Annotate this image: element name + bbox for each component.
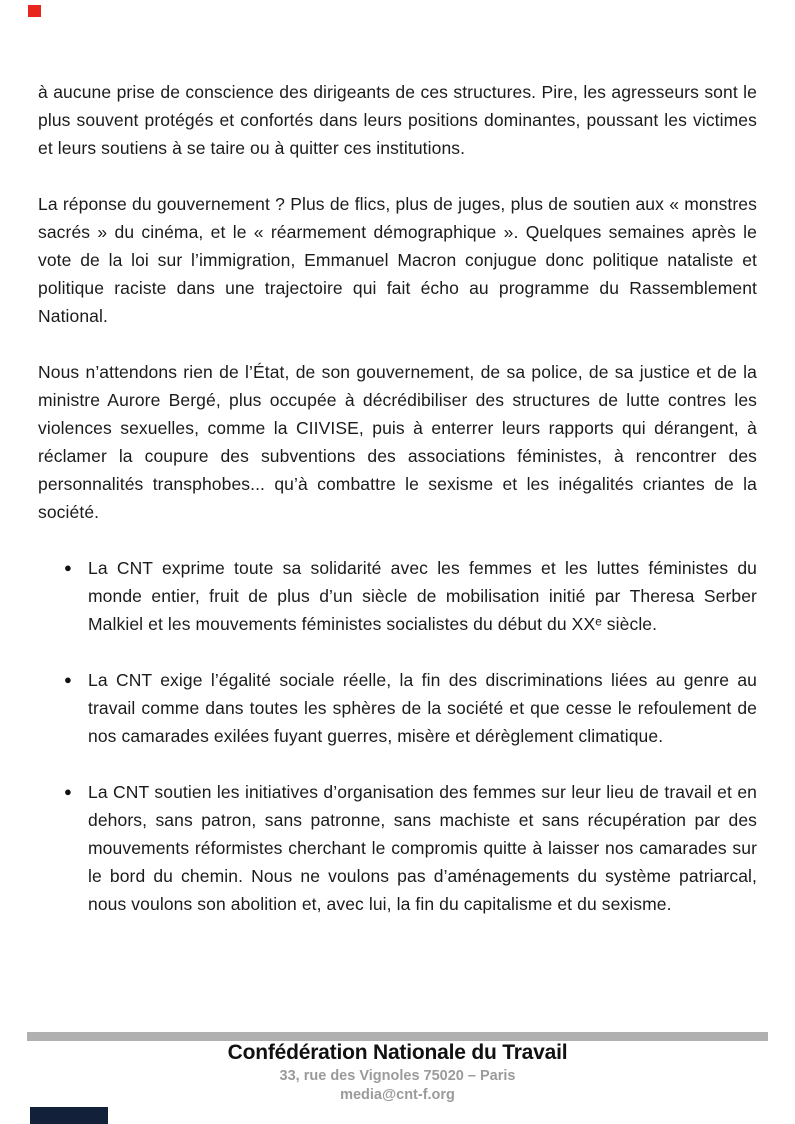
footer-org-name: Confédération Nationale du Travail bbox=[227, 1041, 568, 1064]
bullet-icon: ● bbox=[64, 672, 72, 687]
document-body bbox=[38, 78, 757, 946]
bullet-list bbox=[38, 554, 757, 918]
bullet-icon: ● bbox=[64, 560, 72, 575]
paragraph: Nous n’attendons rien de l’État, de son gouvernement, de sa police, de sa justice et de la ministre Aurore Bergé, plus occupée à décrédibiliser des structures de lutte contres les violences sexuelles, comme la CIIVISE, puis à enterrer leurs rapports qui dérangent, à réclamer la coupure des subventions des associations féministes, à rencontrer des personnalités transphobes... qu’à combattre le sexisme et les inégalités criantes de la société. bbox=[38, 362, 757, 522]
bullet-icon: ● bbox=[64, 784, 72, 799]
list-item-text: La CNT soutien les initiatives d’organisation des femmes sur leur lieu de travail et en dehors, sans patron, sans patronne, sans machiste et sans récupération par des mouvements réformistes cherchant le compromis quitte à laisser nos camarades sur le bord du chemin. Nous ne voulons pas d’aménagements du système patriarcal, nous voulons son abolition et, avec lui, la fin du capitalisme et du sexisme. bbox=[88, 782, 757, 914]
navy-corner-mark bbox=[30, 1107, 108, 1124]
list-item bbox=[38, 778, 757, 918]
footer-address: 33, rue des Vignoles 75020 – Paris bbox=[279, 1068, 516, 1084]
red-corner-mark bbox=[28, 5, 41, 17]
paragraph: La réponse du gouvernement ? Plus de flics, plus de juges, plus de soutien aux « monstres sacrés » du cinéma, et le « réarmement démographique ». Quelques semaines après le vote de la loi sur l’immigration, Emmanuel Macron conjugue donc politique nataliste et politique raciste dans une trajectoire qui fait écho au programme du Rassemblement National. bbox=[38, 194, 757, 326]
footer-divider bbox=[27, 1032, 768, 1041]
footer-email: media@cnt-f.org bbox=[340, 1087, 455, 1103]
list-item-text: La CNT exige l’égalité sociale réelle, la fin des discriminations liées au genre au travail comme dans toutes les sphères de la société et que cesse le refoulement de nos camarades exilées fuyant guerres, misère et dérèglement climatique. bbox=[88, 670, 757, 746]
list-item-text: La CNT exprime toute sa solidarité avec les femmes et les luttes féministes du monde entier, fruit de plus d’un siècle de mobilisation initié par Theresa Serber Malkiel et les mouvements féministes socialistes du début du XXᵉ siècle. bbox=[88, 558, 757, 634]
list-item bbox=[38, 666, 757, 750]
list-item bbox=[38, 554, 757, 638]
paragraph: à aucune prise de conscience des dirigeants de ces structures. Pire, les agresseurs sont le plus souvent protégés et confortés dans leurs positions dominantes, poussant les victimes et leurs soutiens à se taire ou à quitter ces institutions. bbox=[38, 82, 757, 158]
